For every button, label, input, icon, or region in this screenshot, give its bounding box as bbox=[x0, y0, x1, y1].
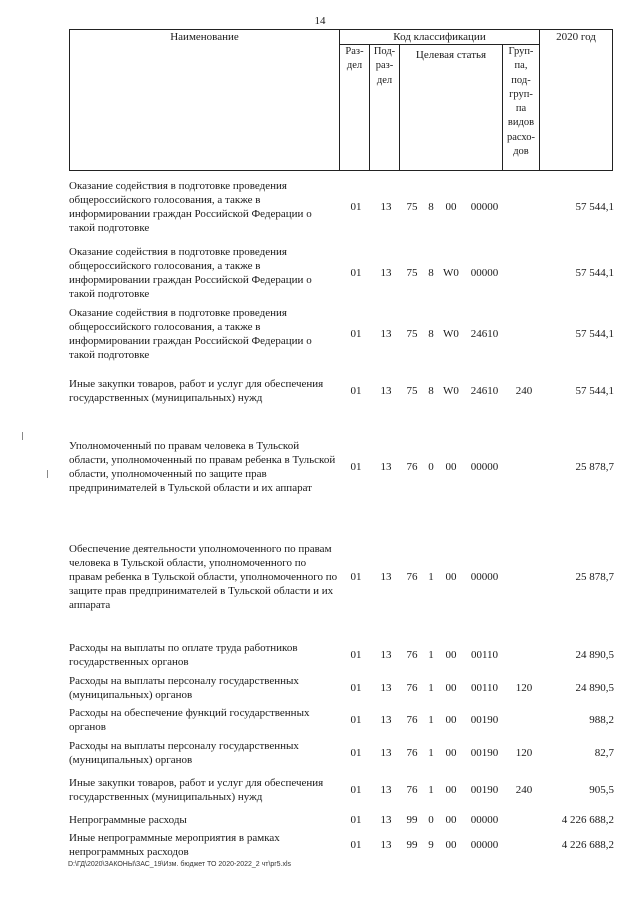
table-row bbox=[69, 637, 614, 673]
table-row bbox=[69, 737, 614, 769]
row-target-code: 00000 bbox=[470, 814, 499, 826]
table-row bbox=[69, 171, 614, 243]
row-target-program: 76 bbox=[406, 714, 418, 726]
row-amount: 25 878,7 bbox=[575, 571, 614, 583]
page-number: 14 bbox=[314, 15, 326, 27]
row-target-code: 00110 bbox=[470, 649, 499, 661]
row-section: 01 bbox=[350, 328, 362, 340]
row-subsection: 13 bbox=[380, 839, 392, 851]
table-row bbox=[69, 703, 614, 737]
row-expense-group: 240 bbox=[515, 385, 533, 397]
row-target-subprogram: 0 bbox=[428, 461, 434, 473]
row-target-code: 00000 bbox=[470, 571, 499, 583]
row-section: 01 bbox=[350, 267, 362, 279]
row-name: Иные закупки товаров, работ и услуг для обеспечения государственных (муниципальных) нужд bbox=[69, 378, 324, 404]
scan-mark bbox=[22, 432, 23, 440]
header-target-item: Целевая статья bbox=[400, 45, 503, 171]
row-target-code: 00000 bbox=[470, 201, 499, 213]
row-target-program: 99 bbox=[406, 839, 418, 851]
row-amount: 57 544,1 bbox=[575, 201, 614, 213]
row-subsection: 13 bbox=[380, 747, 392, 759]
row-expense-group: 240 bbox=[515, 784, 533, 796]
row-target-code: 24610 bbox=[470, 385, 499, 397]
row-target-program: 76 bbox=[406, 747, 418, 759]
header-section: Раз- дел bbox=[340, 45, 370, 171]
row-target-subprogram: 1 bbox=[428, 571, 434, 583]
budget-table bbox=[69, 171, 614, 861]
row-amount: 57 544,1 bbox=[575, 328, 614, 340]
header-code-group: Код классификации bbox=[340, 30, 540, 45]
row-name: Расходы на выплаты персоналу государственных (муниципальных) органов bbox=[69, 740, 299, 766]
row-section: 01 bbox=[350, 461, 362, 473]
row-amount: 24 890,5 bbox=[575, 649, 614, 661]
row-expense-group bbox=[506, 829, 542, 861]
row-expense-group bbox=[506, 303, 542, 365]
row-target-subprogram: 8 bbox=[428, 385, 434, 397]
row-expense-group bbox=[506, 637, 542, 673]
row-amount: 24 890,5 bbox=[575, 682, 614, 694]
row-expense-group bbox=[506, 517, 542, 637]
row-target-program: 75 bbox=[406, 267, 418, 279]
row-target-program: 76 bbox=[406, 461, 418, 473]
row-expense-group bbox=[506, 703, 542, 737]
row-name: Уполномоченный по правам человека в Тульской области, уполномоченный по правам ребенка в Тульской области, уполномоченный по защите прав предпринимателей в Тульской области и их аппарат bbox=[69, 440, 336, 494]
row-name: Оказание содействия в подготовке проведения общероссийского голосования, а также в информировании граждан Российской Федерации о такой подготовке bbox=[69, 246, 312, 300]
row-target-code: 00190 bbox=[470, 714, 499, 726]
row-target-program: 76 bbox=[406, 784, 418, 796]
row-target-direction: 00 bbox=[445, 201, 457, 213]
row-amount: 4 226 688,2 bbox=[561, 814, 614, 826]
row-target-program: 99 bbox=[406, 814, 418, 826]
header-expense-group: Груп- па, под- груп- па видов расхо- дов bbox=[503, 45, 540, 171]
row-target-code: 00190 bbox=[470, 747, 499, 759]
row-amount: 988,2 bbox=[589, 714, 614, 726]
row-subsection: 13 bbox=[380, 649, 392, 661]
header-name: Наименование bbox=[70, 30, 340, 171]
table-row bbox=[69, 829, 614, 861]
row-target-direction: 00 bbox=[445, 814, 457, 826]
file-path: D:\ГД\2020\ЗАКОНЫ\ЗАС_19\Изм. бюджет ТО 2020-2022_2 чт\pr5.xls bbox=[68, 861, 292, 868]
row-section: 01 bbox=[350, 649, 362, 661]
row-target-subprogram: 8 bbox=[428, 328, 434, 340]
row-name: Непрограммные расходы bbox=[69, 814, 187, 826]
row-amount: 25 878,7 bbox=[575, 461, 614, 473]
row-section: 01 bbox=[350, 385, 362, 397]
row-expense-group bbox=[506, 243, 542, 303]
row-target-subprogram: 1 bbox=[428, 649, 434, 661]
row-target-program: 76 bbox=[406, 682, 418, 694]
row-target-direction: 00 bbox=[445, 714, 457, 726]
row-subsection: 13 bbox=[380, 682, 392, 694]
row-target-code: 00110 bbox=[470, 682, 499, 694]
row-expense-group bbox=[506, 171, 542, 243]
row-target-direction: 00 bbox=[445, 747, 457, 759]
row-name: Оказание содействия в подготовке проведения общероссийского голосования, а также в информировании граждан Российской Федерации о такой подготовке bbox=[69, 180, 312, 234]
row-target-direction: 00 bbox=[445, 649, 457, 661]
row-name: Расходы на выплаты персоналу государственных (муниципальных) органов bbox=[69, 675, 299, 701]
row-subsection: 13 bbox=[380, 385, 392, 397]
row-amount: 4 226 688,2 bbox=[561, 839, 614, 851]
table-row bbox=[69, 811, 614, 829]
row-target-subprogram: 1 bbox=[428, 682, 434, 694]
row-target-code: 24610 bbox=[470, 328, 499, 340]
row-section: 01 bbox=[350, 201, 362, 213]
row-target-direction: W0 bbox=[443, 267, 459, 279]
row-target-direction: 00 bbox=[445, 461, 457, 473]
row-subsection: 13 bbox=[380, 201, 392, 213]
row-subsection: 13 bbox=[380, 461, 392, 473]
table-header bbox=[69, 29, 613, 171]
row-section: 01 bbox=[350, 784, 362, 796]
row-expense-group: 120 bbox=[515, 682, 533, 694]
row-target-code: 00000 bbox=[470, 267, 499, 279]
row-target-subprogram: 8 bbox=[428, 267, 434, 279]
table-row bbox=[69, 517, 614, 637]
row-expense-group bbox=[506, 417, 542, 517]
row-subsection: 13 bbox=[380, 814, 392, 826]
row-target-subprogram: 1 bbox=[428, 747, 434, 759]
row-name: Обеспечение деятельности уполномоченного по правам человека в Тульской области, уполномоченного по правам ребенка в Тульской области, уполномоченного по защите прав предпринимателей в Тульской области и их аппарата bbox=[69, 543, 338, 611]
row-target-code: 00000 bbox=[470, 461, 499, 473]
row-target-direction: 00 bbox=[445, 784, 457, 796]
row-section: 01 bbox=[350, 814, 362, 826]
row-amount: 57 544,1 bbox=[575, 267, 614, 279]
row-section: 01 bbox=[350, 682, 362, 694]
row-section: 01 bbox=[350, 839, 362, 851]
row-target-program: 75 bbox=[406, 328, 418, 340]
row-section: 01 bbox=[350, 747, 362, 759]
row-target-direction: 00 bbox=[445, 571, 457, 583]
row-name: Расходы на обеспечение функций государственных органов bbox=[69, 707, 310, 733]
row-target-code: 00000 bbox=[470, 839, 499, 851]
row-amount: 57 544,1 bbox=[575, 385, 614, 397]
row-expense-group bbox=[506, 811, 542, 829]
row-target-direction: 00 bbox=[445, 682, 457, 694]
row-target-subprogram: 9 bbox=[428, 839, 434, 851]
row-target-code: 00190 bbox=[470, 784, 499, 796]
row-target-subprogram: 0 bbox=[428, 814, 434, 826]
row-expense-group: 120 bbox=[515, 747, 533, 759]
table-row bbox=[69, 769, 614, 811]
row-section: 01 bbox=[350, 714, 362, 726]
row-subsection: 13 bbox=[380, 328, 392, 340]
row-amount: 905,5 bbox=[589, 784, 614, 796]
table-row bbox=[69, 303, 614, 365]
row-name: Расходы на выплаты по оплате труда работников государственных органов bbox=[69, 642, 298, 668]
row-target-direction: W0 bbox=[443, 328, 459, 340]
row-amount: 82,7 bbox=[594, 747, 614, 759]
row-subsection: 13 bbox=[380, 784, 392, 796]
row-subsection: 13 bbox=[380, 571, 392, 583]
row-section: 01 bbox=[350, 571, 362, 583]
table-row bbox=[69, 243, 614, 303]
row-name: Иные непрограммные мероприятия в рамках непрограммных расходов bbox=[69, 832, 280, 858]
row-target-program: 76 bbox=[406, 649, 418, 661]
table-row bbox=[69, 673, 614, 703]
row-subsection: 13 bbox=[380, 267, 392, 279]
row-target-subprogram: 1 bbox=[428, 784, 434, 796]
table-row bbox=[69, 417, 614, 517]
row-target-subprogram: 8 bbox=[428, 201, 434, 213]
row-target-program: 76 bbox=[406, 571, 418, 583]
row-target-subprogram: 1 bbox=[428, 714, 434, 726]
row-target-program: 75 bbox=[406, 201, 418, 213]
header-year: 2020 год bbox=[540, 30, 613, 171]
scan-mark bbox=[47, 470, 48, 478]
row-target-direction: W0 bbox=[443, 385, 459, 397]
row-subsection: 13 bbox=[380, 714, 392, 726]
row-name: Оказание содействия в подготовке проведения общероссийского голосования, а также в информировании граждан Российской Федерации о такой подготовке bbox=[69, 307, 312, 361]
row-target-direction: 00 bbox=[445, 839, 457, 851]
row-target-program: 75 bbox=[406, 385, 418, 397]
table-row bbox=[69, 365, 614, 417]
header-subsection: Под- раз- дел bbox=[370, 45, 400, 171]
row-name: Иные закупки товаров, работ и услуг для обеспечения государственных (муниципальных) нужд bbox=[69, 777, 324, 803]
